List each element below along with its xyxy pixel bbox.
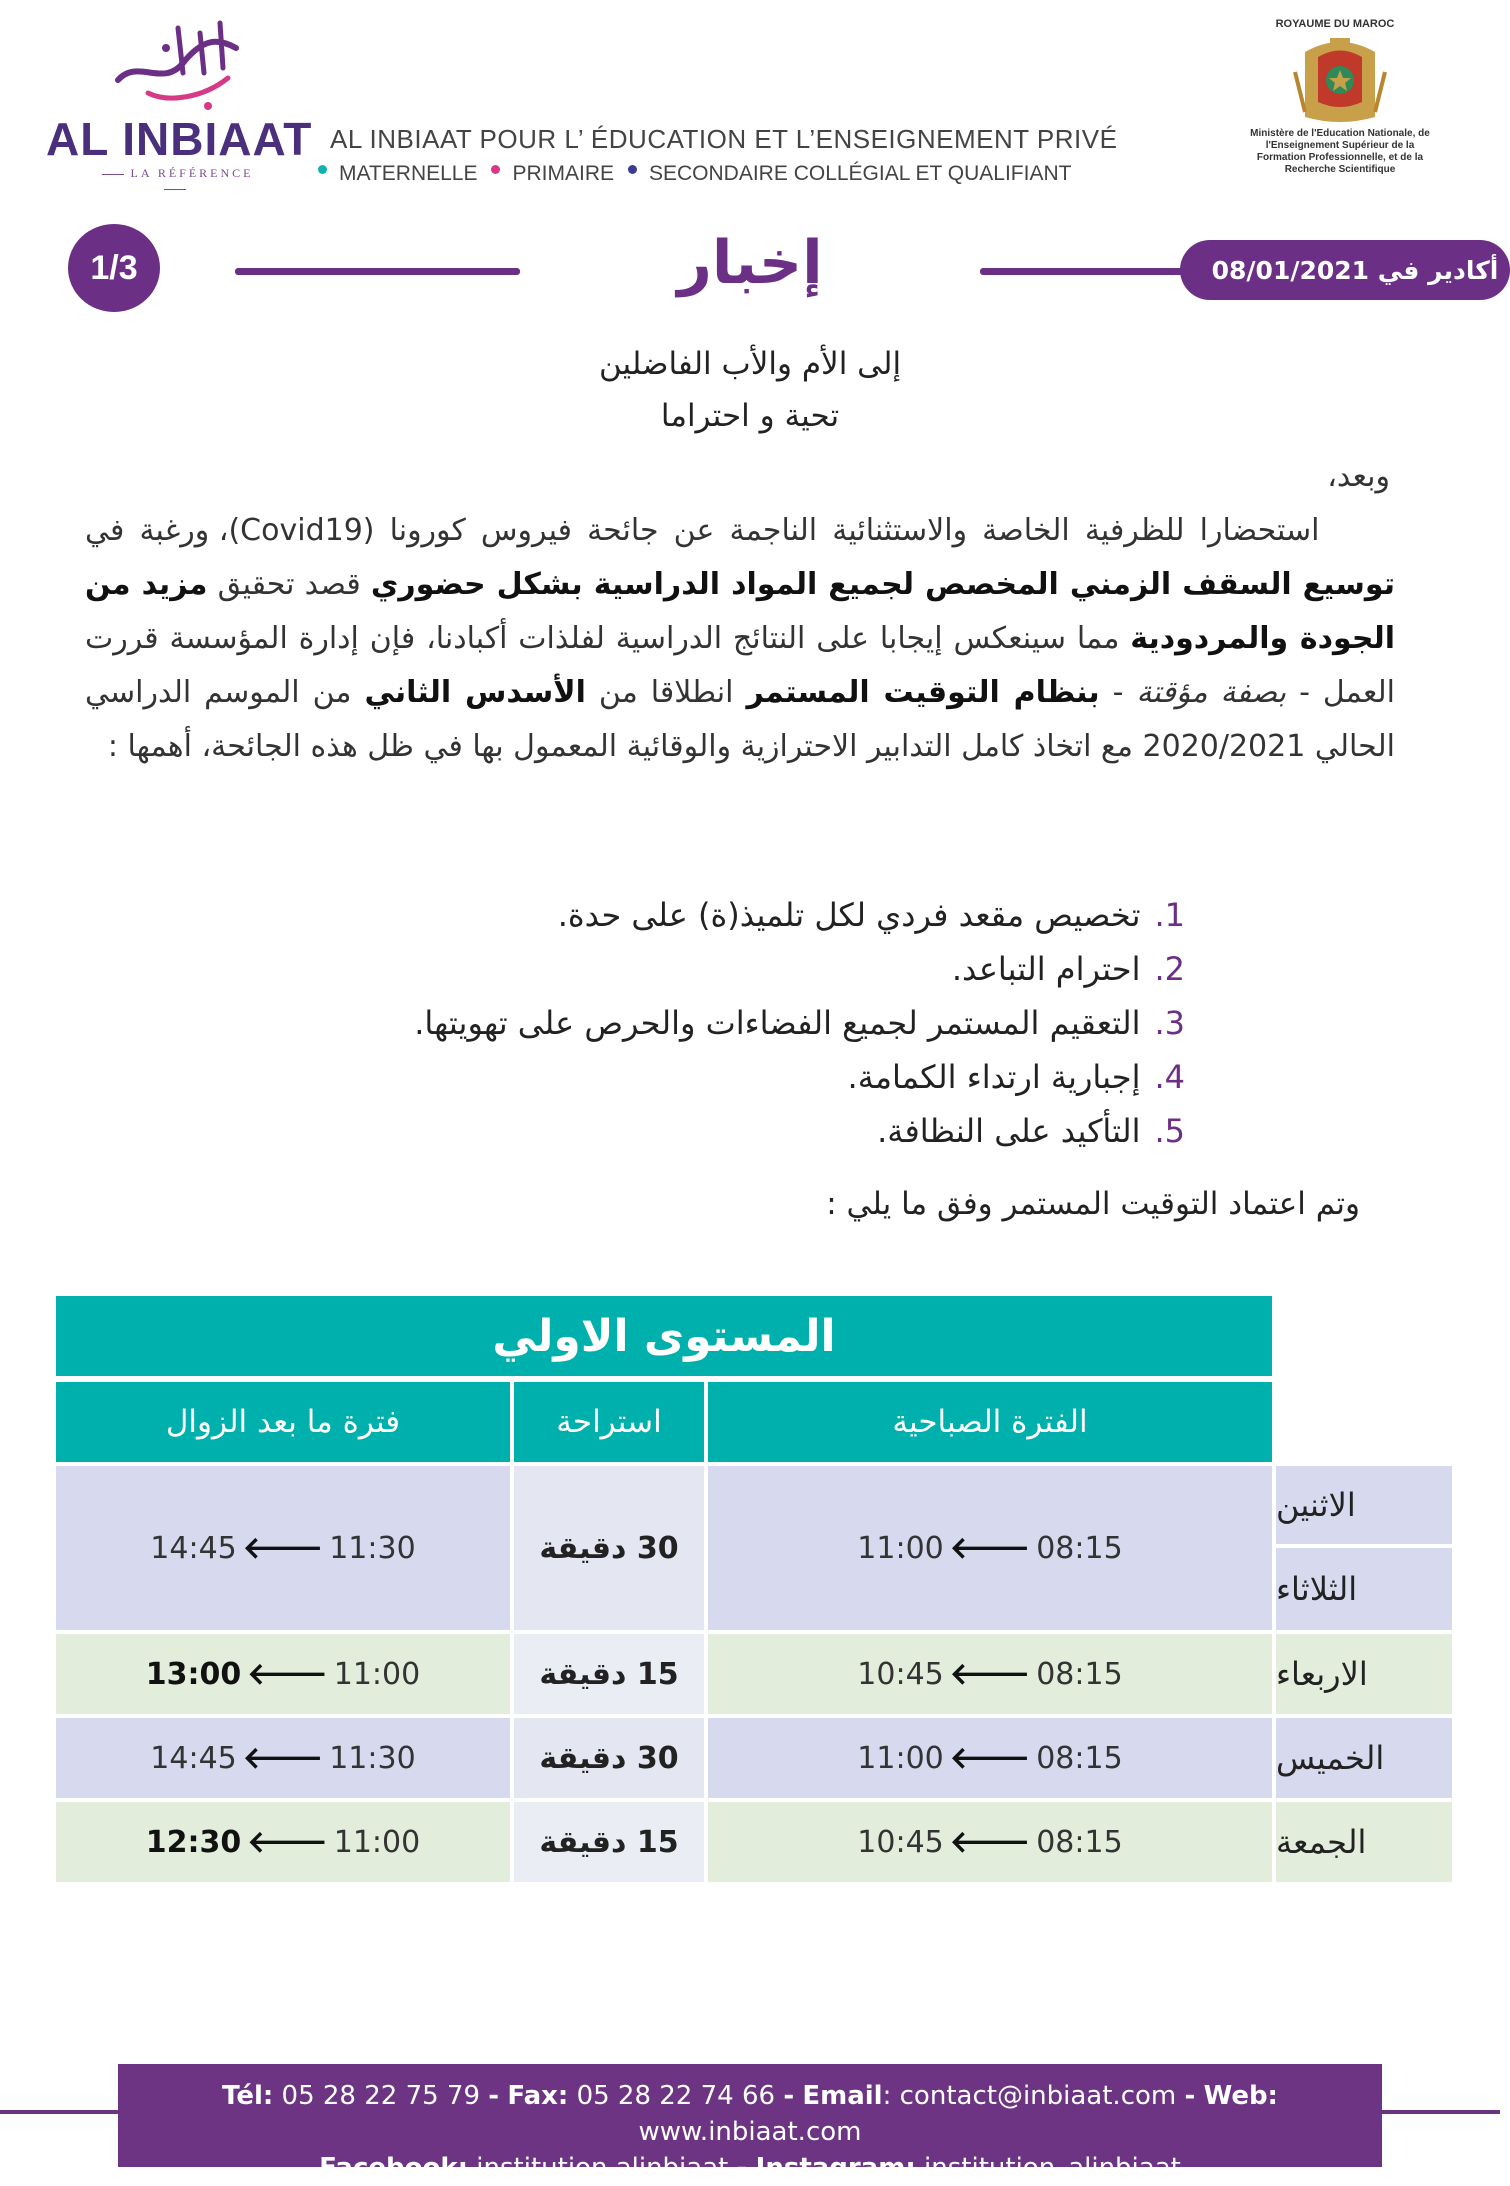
- date-badge: أكادير في 08/01/2021: [1180, 240, 1510, 300]
- day-tuesday: الثلاثاء: [1276, 1548, 1452, 1630]
- arrow-left-icon: 🡐: [247, 1657, 328, 1692]
- greeting-line: تحية و احتراما: [660, 398, 840, 434]
- website-link[interactable]: www.inbiaat.com: [638, 2117, 862, 2147]
- brand-tagline: LA RÉFÉRENCE: [80, 166, 270, 196]
- morning-thu: 11:00 🡐 08:15: [708, 1718, 1272, 1798]
- day-monday: الاثنين: [1276, 1466, 1452, 1544]
- afternoon-wed: 13:00 🡐 11:00: [56, 1634, 510, 1714]
- arrow-left-icon: 🡐: [242, 1741, 324, 1776]
- break-fri: 15 دقيقة: [514, 1802, 704, 1882]
- morning-mon-tue: 11:00 🡐 08:15: [708, 1466, 1272, 1630]
- page-indicator: 1/3: [68, 224, 160, 312]
- pink-dot-icon: [491, 165, 500, 174]
- break-thu: 30 دقيقة: [514, 1718, 704, 1798]
- schedule-intro: وتم اعتماد التوقيت المستمر وفق ما يلي :: [826, 1186, 1360, 1222]
- break-wed: 15 دقيقة: [514, 1634, 704, 1714]
- level-primaire: PRIMAIRE: [491, 162, 614, 186]
- list-item: 3. التعقيم المستمر لجميع الفضاءات والحرص على تهويتها.: [414, 1004, 1185, 1042]
- list-item: 5. التأكيد على النظافة.: [877, 1112, 1185, 1150]
- facebook-link[interactable]: institution.alinbiaat: [476, 2153, 729, 2183]
- teal-dot-icon: [318, 165, 327, 174]
- paragraph-text: استحضارا للظرفية الخاصة والاستثنائية الناجمة عن جائحة فيروس كورونا (Covid19)، ورغبة في توسيع السقف الزمني المخصص لجميع المواد الدراسية بشكل حضوري قصد تحقيق مزيد من الجودة والمردودية مما سينعكس إيجابا على النتائج الدراسية لفلذات أكبادنا، فإن إدارة المؤسسة قررت العمل - بصفة مؤقتة - بنظام التوقيت المستمر انطلاقا من الأسدس الثاني من الموسم الدراسي الحالي 2020/2021 مع اتخاذ كامل التدابير الاحترازية والوقائية المعمول بها في ظل هذه الجائحة، أهمها :: [85, 513, 1395, 764]
- school-levels: [318, 162, 1071, 186]
- document-title: إخبار: [677, 228, 823, 298]
- day-friday: الجمعة: [1276, 1802, 1452, 1882]
- measures-list: [414, 888, 1185, 1158]
- letter-body: [85, 450, 1395, 774]
- arrow-left-icon: 🡐: [242, 1531, 324, 1566]
- arrow-left-icon: 🡐: [949, 1741, 1031, 1776]
- afternoon-thu: 14:45 🡐 11:30: [56, 1718, 510, 1798]
- brand-name: AL INBIAAT: [46, 113, 313, 165]
- footer-line-1: Tél: 05 28 22 75 79 - Fax: 05 28 22 74 66 - Email: contact@inbiaat.com - Web: www.inbiaat.com: [222, 2081, 1278, 2147]
- afternoon-fri: 12:30 🡐 11:00: [56, 1802, 510, 1882]
- day-thursday: الخميس: [1276, 1718, 1452, 1798]
- afternoon-mon-tue: 14:45 🡐 11:30: [56, 1466, 510, 1630]
- fax-number: 05 28 22 74 66: [576, 2081, 776, 2111]
- ministry-label: Ministère de l'Education Nationale, de l'Enseignement Supérieur de la Formation Professionnelle, et de la Recherche Scientifique: [1250, 128, 1430, 175]
- moroccan-coat-of-arms-icon: [1290, 32, 1390, 127]
- day-wednesday: الاربعاء: [1276, 1634, 1452, 1714]
- email-link[interactable]: contact@inbiaat.com: [899, 2081, 1177, 2111]
- break-mon-tue: 30 دقيقة: [514, 1466, 704, 1630]
- arrow-left-icon: 🡐: [949, 1531, 1031, 1566]
- morning-fri: 10:45 🡐 08:15: [708, 1802, 1272, 1882]
- title-divider-left: [235, 268, 520, 275]
- footer-rule-right: [1382, 2110, 1500, 2114]
- arrow-left-icon: 🡐: [949, 1657, 1031, 1692]
- list-item: 1. تخصيص مقعد فردي لكل تلميذ(ة) على حدة.: [557, 896, 1185, 934]
- morning-wed: 10:45 🡐 08:15: [708, 1634, 1272, 1714]
- instagram-link[interactable]: institution_alinbiaat: [924, 2153, 1181, 2183]
- kingdom-label: ROYAUME DU MAROC: [1275, 18, 1395, 30]
- phone-number[interactable]: 05 28 22 75 79: [281, 2081, 481, 2111]
- al-inbiaat-script-logo: [108, 18, 248, 113]
- opening-line: وبعد،: [1327, 459, 1390, 494]
- list-item: 2. احترام التباعد.: [951, 950, 1185, 988]
- header-afternoon: فترة ما بعد الزوال: [56, 1382, 510, 1462]
- schedule-title: المستوى الاولي: [56, 1296, 1272, 1376]
- title-divider-right: [980, 268, 1200, 275]
- footer-line-2: Facebook: institution.alinbiaat - Instagram: institution_alinbiaat: [319, 2153, 1181, 2183]
- level-maternelle: MATERNELLE: [318, 162, 477, 186]
- recipients-line: إلى الأم والأب الفاضلين: [598, 346, 902, 382]
- footer-rule-left: [0, 2110, 118, 2114]
- contact-footer: [118, 2064, 1382, 2183]
- header-morning: الفترة الصباحية: [708, 1382, 1272, 1462]
- header-break: استراحة: [514, 1382, 704, 1462]
- arrow-left-icon: 🡐: [247, 1825, 328, 1860]
- institution-name: AL INBIAAT POUR L’ ÉDUCATION ET L’ENSEIGNEMENT PRIVÉ: [330, 124, 1118, 154]
- list-item: 4. إجبارية ارتداء الكمامة.: [847, 1058, 1185, 1096]
- level-secondaire: SECONDAIRE COLLÉGIAL ET QUALIFIANT: [628, 162, 1071, 186]
- navy-dot-icon: [628, 165, 637, 174]
- arrow-left-icon: 🡐: [949, 1825, 1031, 1860]
